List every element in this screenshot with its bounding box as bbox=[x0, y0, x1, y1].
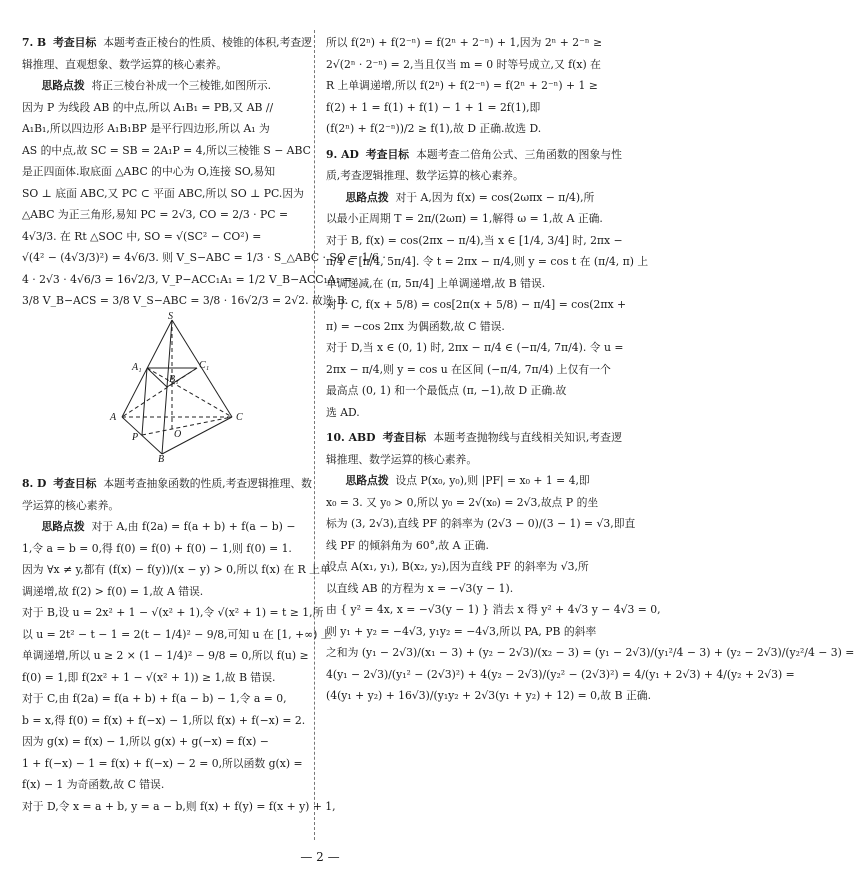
problem-8-line: f(0) = 1,即 f(2x² + 1 − √(x² + 1)) ≥ 1,故 B 错误. bbox=[22, 670, 276, 684]
problem-10-line: 线 PF 的倾斜角为 60°,故 A 正确. bbox=[326, 538, 489, 552]
page-number: — 2 — bbox=[300, 850, 340, 864]
problem-8-line: 因为 ∀x ≠ y,都有 (f(x) − f(y))/(x − y) > 0,所以 f(x) 在 R 上单 bbox=[22, 563, 331, 576]
problem-8-cont-line: (f(2ⁿ) + f(2⁻ⁿ))/2 ≥ f(1),故 D 正确.故选 D. bbox=[326, 122, 542, 135]
label-s: S bbox=[168, 310, 173, 322]
problem-7-line: 因为 P 为线段 AB 的中点,所以 A₁B₁ = PB,又 AB // bbox=[22, 100, 274, 114]
label-b1: B₁ bbox=[169, 373, 179, 385]
problem-9-line: π/4 ∈ [π/4, 5π/4]. 令 t = 2πx − π/4,则 y = cos t 在 (π/4, π) 上 bbox=[326, 255, 649, 268]
problem-7-line: 4 · 2√3 · 4√6/3 = 16√2/3, V_P−ACC₁A₁ = 1/2 V_B−ACC₁A₁ = bbox=[22, 272, 353, 286]
label-b: B bbox=[158, 453, 165, 465]
problem-8-hint-tag: 思路点拨 bbox=[41, 520, 85, 533]
problem-10-line: (4(y₁ + y₂) + 16√3)/(y₁y₂ + 2√3(y₁ + y₂) + 12) = 0,故 B 正确. bbox=[326, 689, 652, 702]
problem-10-line: x₀ = 3. 又 y₀ > 0,所以 y₀ = 2√(x₀) = 2√3,故点 P 的坐 bbox=[326, 495, 599, 509]
problem-7-line: △ABC 为正三角形,易知 PC = 2√3, CO = 2/3 · PC = bbox=[22, 208, 288, 221]
edge-bc bbox=[162, 417, 232, 454]
problem-7-header: 7. B bbox=[22, 36, 47, 49]
problem-8-line: 对于 B,设 u = 2x² + 1 − √(x² + 1),令 √(x² + 1) = t ≥ 1,所 bbox=[22, 606, 324, 619]
problem-9-goal: 本题考查二倍角公式、三角函数的图象与性质,考查逻辑推理、数学运算的核心素养。 bbox=[326, 147, 622, 182]
problem-9 bbox=[326, 144, 649, 424]
problem-9-hint-tag: 思路点拨 bbox=[345, 190, 389, 204]
problem-8-line: 调递增,故 f(2) > f(0) = 1,故 A 错误. bbox=[22, 584, 204, 598]
problem-8-goal: 本题考查抽象函数的性质,考查逻辑推理、数学运算的核心素养。 bbox=[22, 477, 312, 512]
problem-9-line: π) = −cos 2πx 为偶函数,故 C 错误. bbox=[326, 319, 505, 333]
problem-7-line: A₁B₁,所以四边形 A₁B₁BP 是平行四边形,所以 A₁ 为 bbox=[22, 122, 270, 135]
problem-8-header: 8. D bbox=[22, 477, 47, 490]
problem-9-line: 对于 B, f(x) = cos(2πx − π/4),当 x ∈ [1/4, 3/4] 时, 2πx − bbox=[326, 233, 623, 247]
problem-10-goal: 本题考查抛物线与直线相关知识,考查逻辑推理、数学运算的核心素养。 bbox=[326, 431, 622, 466]
problem-8-line: 对于 C,由 f(2a) = f(a + b) + f(a − b) − 1,令 a = 0, bbox=[22, 692, 287, 705]
problem-8-continued bbox=[326, 32, 622, 140]
edge-a1b1 bbox=[147, 368, 167, 387]
problem-8-line: 1 + f(−x) − 1 = f(x) + f(−x) − 2 = 0,所以函数 g(x) = bbox=[22, 756, 303, 770]
problem-7-line: 3/8 V_B−ACS = 3/8 V_S−ABC = 3/8 · 16√2/3 = 2√2. 故选 B. bbox=[22, 294, 349, 307]
problem-9-line: 2πx − π/4,则 y = cos u 在区间 (−π/4, 7π/4) 上仅有一个 bbox=[326, 362, 611, 376]
problem-9-line: 最高点 (0, 1) 和一个最低点 (π, −1),故 D 正确.故 bbox=[326, 384, 567, 397]
label-a1: A₁ bbox=[132, 361, 142, 373]
label-p: P bbox=[132, 431, 139, 443]
problem-8-line: b = x,得 f(0) = f(x) + f(−x) − 1,所以 f(x) + f(−x) = 2. bbox=[22, 713, 306, 727]
column-divider bbox=[314, 30, 316, 840]
problem-8-line: 因为 g(x) = f(x) − 1,所以 g(x) + g(−x) = f(x) − bbox=[22, 735, 269, 748]
problem-9-line: 对于 C, f(x + 5/8) = cos[2π(x + 5/8) − π/4] = cos(2πx + bbox=[326, 298, 627, 311]
problem-9-line: 对于 A,因为 f(x) = cos(2ωπx − π/4),所 bbox=[395, 190, 595, 204]
problem-9-line: 以最小正周期 T = 2π/(2ωπ) = 1,解得 ω = 1,故 A 正确. bbox=[326, 212, 603, 225]
problem-10-line: 设点 P(x₀, y₀),则 |PF| = x₀ + 1 = 4,即 bbox=[395, 474, 590, 487]
right-column bbox=[326, 32, 854, 711]
problem-8-cont-line: R 上单调递增,所以 f(2ⁿ) + f(2⁻ⁿ) = f(2ⁿ + 2⁻ⁿ) + 1 ≥ bbox=[326, 79, 598, 92]
problem-10-header: 10. ABD bbox=[326, 431, 376, 444]
problem-10-hint-tag: 思路点拨 bbox=[345, 474, 389, 487]
label-o: O bbox=[174, 428, 182, 440]
problem-8-line: 单调递增,所以 u ≥ 2 × (1 − 1/4)² − 9/8 = 0,所以 f(u) ≥ bbox=[22, 649, 309, 662]
edge-ab bbox=[122, 417, 162, 454]
problem-8-cont-line: 所以 f(2ⁿ) + f(2⁻ⁿ) = f(2ⁿ + 2⁻ⁿ) + 1,因为 2ⁿ + 2⁻ⁿ ≥ bbox=[326, 36, 602, 49]
problem-9-header: 9. AD bbox=[326, 147, 359, 161]
problem-7-line: √(4² − (4√3/3)²) = 4√6/3. 则 V_S−ABC = 1/3 · S_△ABC · SO = 1/6 · bbox=[22, 251, 386, 264]
problem-8-cont-line: 2√(2ⁿ · 2⁻ⁿ) = 2,当且仅当 m = 0 时等号成立,又 f(x) 在 bbox=[326, 57, 601, 71]
problem-8-goal-tag: 考查目标 bbox=[53, 477, 97, 490]
problem-10-goal-tag: 考查目标 bbox=[382, 431, 427, 444]
problem-8-line: 对于 A,由 f(2a) = f(a + b) + f(a − b) − bbox=[91, 520, 296, 533]
problem-9-line: 选 AD. bbox=[326, 405, 360, 419]
problem-7-line: 4√3/3. 在 Rt △SOC 中, SO = √(SC² − CO²) = bbox=[22, 229, 262, 243]
problem-10-line: 之和为 (y₁ − 2√3)/(x₁ − 3) + (y₂ − 2√3)/(x₂ − 3) = (y₁ − 2√3)/(y₁²/4 − 3) + (y₂ − 2√3)/(y₂²/4 − 3) = bbox=[326, 646, 854, 659]
problem-10 bbox=[326, 427, 854, 707]
problem-8-line: f(x) − 1 为奇函数,故 C 错误. bbox=[22, 778, 165, 791]
problem-7-goal-tag: 考查目标 bbox=[53, 36, 97, 49]
problem-7-line: 是正四面体.取底面 △ABC 的中心为 O,连接 SO,易知 bbox=[22, 165, 276, 178]
problem-7-hint-tag: 思路点拨 bbox=[41, 79, 85, 92]
problem-10-line: 由 { y² = 4x, x = −√3(y − 1) } 消去 x 得 y² + 4√3 y − 4√3 = 0, bbox=[326, 603, 661, 616]
problem-10-line: 设点 A(x₁, y₁), B(x₂, y₂),因为直线 PF 的斜率为 √3,所 bbox=[326, 560, 589, 573]
problem-10-line: 4(y₁ − 2√3)/(y₁² − (2√3)²) + 4(y₂ − 2√3)/(y₂² − (2√3)²) = 4/(y₁ + 2√3) + 4/(y₂ + 2√3) = bbox=[326, 667, 795, 681]
problem-8-cont-line: f(2) + 1 = f(1) + f(1) − 1 + 1 = 2f(1),即 bbox=[326, 100, 541, 114]
problem-7-goal: 本题考查正棱台的性质、棱锥的体积,考查逻辑推理、直观想象、数学运算的核心素养。 bbox=[22, 36, 312, 71]
problem-8-line: 对于 D,令 x = a + b, y = a − b,则 f(x) + f(y) = f(x + y) + 1, bbox=[22, 799, 336, 813]
problem-8-line: 以 u = 2t² − t − 1 = 2(t − 1/4)² − 9/8,可知 u 在 [1, +∞) 上 bbox=[22, 627, 332, 641]
problem-10-line: 以直线 AB 的方程为 x = −√3(y − 1). bbox=[326, 581, 514, 595]
problem-7-line: SO ⊥ 底面 ABC,又 PC ⊂ 平面 ABC,所以 SO ⊥ PC.因为 bbox=[22, 186, 304, 200]
tetrahedron-figure bbox=[22, 310, 312, 465]
problem-10-line: 标为 (3, 2√3),直线 PF 的斜率为 (2√3 − 0)/(3 − 1) = √3,即直 bbox=[326, 517, 636, 530]
label-c: C bbox=[236, 411, 243, 423]
problem-7-line: AS 的中点,故 SC = SB = 2A₁P = 4,所以三棱锥 S − ABC bbox=[22, 143, 311, 157]
problem-8 bbox=[22, 473, 336, 817]
label-c1: C₁ bbox=[199, 359, 210, 371]
problem-10-line: 则 y₁ + y₂ = −4√3, y₁y₂ = −4√3,所以 PA, PB 的斜率 bbox=[326, 624, 597, 638]
problem-8-line: 1,令 a = b = 0,得 f(0) = f(0) + f(0) − 1,则 f(0) = 1. bbox=[22, 541, 292, 555]
problem-7-line: 将正三棱台补成一个三棱锥,如图所示. bbox=[91, 79, 272, 92]
edge-pc bbox=[142, 417, 232, 435]
problem-9-line: 对于 D,当 x ∈ (0, 1) 时, 2πx − π/4 ∈ (−π/4, 7π/4). 令 u = bbox=[326, 341, 624, 354]
edge-a1p bbox=[142, 368, 147, 435]
problem-9-goal-tag: 考查目标 bbox=[365, 147, 410, 161]
label-a: A bbox=[110, 411, 117, 423]
problem-9-line: 单调递减,在 (π, 5π/4] 上单调递增,故 B 错误. bbox=[326, 276, 546, 290]
